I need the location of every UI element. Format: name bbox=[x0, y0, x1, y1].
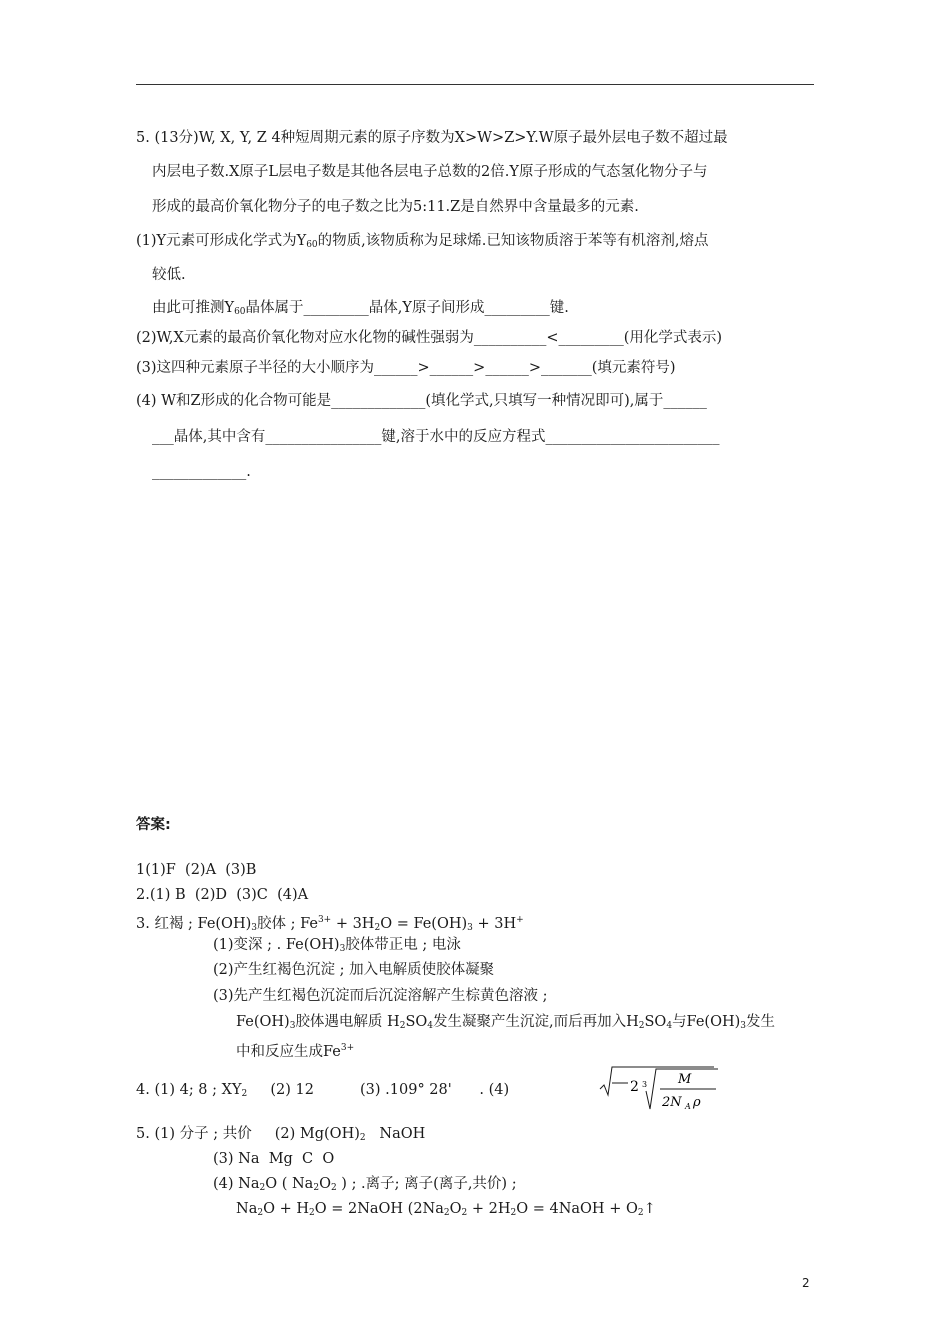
q5-part4-line-3: _____________. bbox=[152, 464, 251, 480]
answer-5-1: 5. (1) 分子 ; 共价 (2) $Mg(OH)_2$ NaOH bbox=[136, 1126, 426, 1143]
q5-part1-line: (1)Y元素可形成化学式为$Y_{60}$的物质,该物质称为足球烯.已知该物质溶于苯等有机溶剂,熔点 bbox=[136, 233, 709, 250]
header-rule bbox=[136, 84, 814, 85]
answer-3-3: (3)先产生红褐色沉淀而后沉淀溶解产生棕黄色溶液 ; bbox=[213, 988, 548, 1004]
radical-sign-icon bbox=[600, 1067, 714, 1095]
answer-1: 1(1)F (2)A (3)B bbox=[136, 862, 257, 878]
page-number: 2 bbox=[802, 1276, 810, 1290]
answer-2: 2.(1) B (2)D (3)C (4)A bbox=[136, 887, 309, 903]
answer-3-2: (2)产生红褐色沉淀 ; 加入电解质使胶体凝聚 bbox=[213, 962, 495, 978]
formula-root-index: 3 bbox=[642, 1080, 648, 1089]
formula-rho: ρ bbox=[693, 1095, 701, 1110]
q5-part4-line-2: ___晶体,其中含有________________键,溶于水中的反应方程式________________________ bbox=[152, 429, 720, 445]
q5-line-2: 内层电子数.X原子L层电子数是其他各层电子总数的2倍.Y原子形成的气态氢化物分子与 bbox=[152, 164, 708, 180]
formula-coefficient: 2 bbox=[630, 1079, 639, 1095]
answer-3-1: (1)变深 ; . $Fe(OH)_3$胶体带正电 ; 电泳 bbox=[213, 937, 461, 954]
answers-title: 答案: bbox=[136, 817, 171, 833]
formula-numerator: M bbox=[678, 1072, 692, 1087]
q5-part4-line-1: (4) W和Z形成的化合物可能是_____________(填化学式,只填写一种情况即可),属于______ bbox=[136, 393, 707, 409]
q5-part2: (2)W,X元素的最高价氧化物对应水化物的碱性强弱为__________<_________(用化学式表示) bbox=[136, 330, 723, 346]
answer-4: 4. (1) 4; 8 ; $XY_2$ (2) 12 (3) .109° 28' . (4) bbox=[136, 1082, 510, 1099]
answer-5-2: (3) Na Mg C O bbox=[213, 1151, 335, 1167]
q5-line-3: 形成的最高价氧化物分子的电子数之比为5:11.Z是自然界中含量最多的元素. bbox=[152, 199, 639, 215]
q5-part3: (3)这四种元素原子半径的大小顺序为______>______>______>_______(填元素符号) bbox=[136, 360, 676, 376]
formula-denominator: 2N bbox=[662, 1095, 682, 1110]
q5-part1-question: 由此可推测$Y_{60}$晶体属于_________晶体,Y原子间形成_________键. bbox=[152, 300, 569, 317]
formula-denominator-sub: A bbox=[685, 1102, 691, 1111]
answer-3-4: $Fe(OH)_3$胶体遇电解质 $H_2SO_4$发生凝聚产生沉淀,而后再加入$H_2SO_4$与$Fe(OH)_3$发生 bbox=[236, 1014, 775, 1031]
answer-3-5: 中和反应生成$Fe^{3+}$ bbox=[236, 1043, 355, 1060]
q5-part1-line-2: 较低. bbox=[152, 267, 186, 283]
answer-4-formula bbox=[598, 1065, 728, 1115]
answer-5-4: $Na_2O + H_2O$ = 2NaOH ($2Na_2O_2 + 2H_2O$ = 4NaOH + $O_2↑$ bbox=[236, 1201, 656, 1218]
answer-3: 3. 红褐 ; $Fe(OH)_3$胶体 ; $Fe^{3+} + 3H_2O = Fe(OH)_3 + 3H^+$ bbox=[136, 915, 524, 933]
q5-line-1: 5. (13分)W, X, Y, Z 4种短周期元素的原子序数为X>W>Z>Y.W原子最外层电子数不超过最 bbox=[136, 130, 728, 146]
answer-5-3: (4) $Na_2O$ ( $Na_2O_2$ ) ; .离子; 离子(离子,共价) ; bbox=[213, 1176, 517, 1193]
